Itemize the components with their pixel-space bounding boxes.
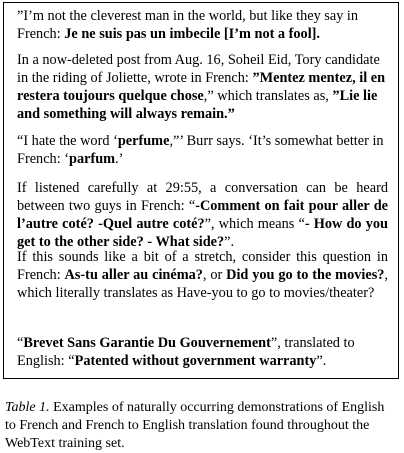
entry-5-text-3: , which literally translates as Have-you to go to movies/theater? (17, 267, 388, 301)
example-entry-4 (17, 179, 388, 251)
entry-2-bold-1: ”Mentez mentez, il en restera toujours quelque chose (17, 70, 386, 104)
examples-table (3, 2, 399, 379)
caption-text: Examples of naturally occurring demonstrations of English to French and French to English translation found throughout the WebText training set. (5, 400, 385, 451)
entry-2-bold-2: ”Lie lie and something will always remain.” (17, 88, 378, 122)
entry-4-bold-2: - How do you get to the other side? - What side? (17, 216, 388, 250)
entry-1-text-1: ”I’m not the cleverest man in the world, but like they say in French: (17, 8, 359, 42)
entry-5-text-1: If this sounds like a bit of a stretch, consider this question in French: (17, 249, 388, 283)
entry-6-text-2: ”, translated to English: “ (17, 335, 355, 369)
entry-2-text-1: In a now-deleted post from Aug. 16, Soheil Eid, Tory candidate in the riding of Joliette, wrote in French: (17, 52, 380, 86)
entry-3-text-2: ,”’ Burr says. ‘It’s somewhat better in French: ‘ (17, 133, 384, 167)
example-entry-2 (17, 51, 388, 123)
entry-6-bold-1: Brevet Sans Garantie Du Gouvernement (23, 335, 271, 351)
entry-5-text-2: , or (202, 267, 227, 283)
entry-4-text-3: ”. (224, 234, 235, 250)
entry-3-text-1: “I hate the word ‘ (17, 133, 118, 149)
entry-6-bold-2: Patented without government warranty (74, 353, 317, 369)
entry-4-text-1: If listened carefully at 29:55, a conversation can be heard between two guys in French: “ (17, 180, 388, 214)
entry-4-bold-1: -Comment on fait pour aller de l’autre coté? -Quel autre coté? (17, 198, 388, 232)
entry-3-bold-1: perfume (117, 133, 170, 149)
example-entry-6 (17, 334, 388, 370)
example-entry-3 (17, 132, 388, 168)
entry-1-bold-1: Je ne suis pas un imbecile [I’m not a fool]. (64, 26, 321, 42)
entry-6-text-1: “ (17, 335, 24, 351)
entry-2-text-2: ,” which translates as, (203, 88, 333, 104)
entry-5-bold-2: Did you go to the movies? (226, 267, 385, 283)
table-caption (5, 399, 393, 453)
example-entry-5 (17, 248, 388, 302)
entry-5-bold-1: As-tu aller au cinéma? (64, 267, 203, 283)
entry-3-bold-2: parfum (69, 151, 116, 167)
caption-label: Table 1. (5, 400, 50, 415)
example-entry-1 (17, 7, 388, 43)
entry-3-text-3: .’ (115, 151, 124, 167)
entry-4-text-2: ”, which means “ (204, 216, 305, 232)
entry-6-text-3: ”. (316, 353, 327, 369)
